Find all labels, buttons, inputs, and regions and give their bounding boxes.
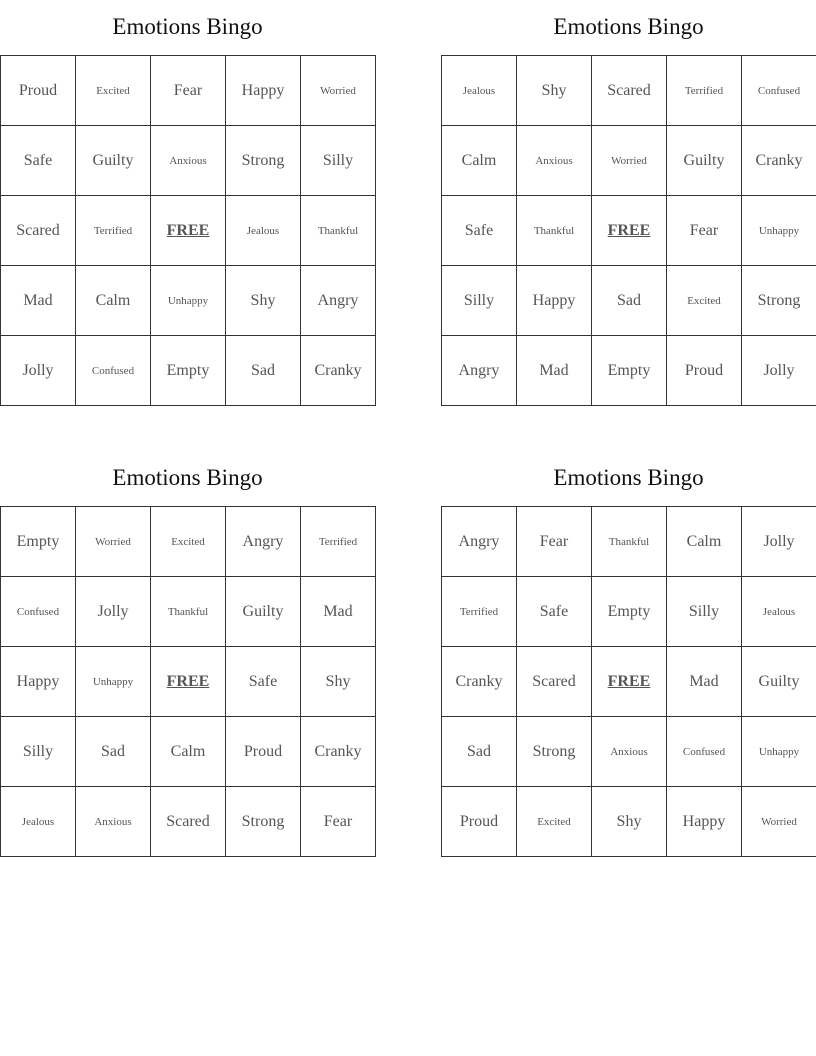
bingo-cell: Sad	[442, 717, 517, 787]
bingo-cell: Thankful	[301, 196, 376, 266]
bingo-cell: Fear	[667, 196, 742, 266]
bingo-row	[442, 787, 816, 857]
bingo-cell: Guilty	[226, 577, 301, 647]
card-title: Emotions Bingo	[553, 465, 704, 490]
bingo-cell: Empty	[1, 507, 76, 577]
free-space-cell: FREE	[592, 196, 667, 266]
bingo-cell: Happy	[226, 56, 301, 126]
free-space-cell: FREE	[592, 647, 667, 717]
bingo-cell: Proud	[667, 336, 742, 406]
bingo-row	[442, 126, 816, 196]
bingo-cell: Shy	[301, 647, 376, 717]
bingo-row	[1, 717, 376, 787]
bingo-cell: Shy	[517, 56, 592, 126]
bingo-cell: Confused	[76, 336, 151, 406]
bingo-cell: Cranky	[442, 647, 517, 717]
bingo-row	[442, 266, 816, 336]
bingo-card-3	[0, 451, 375, 857]
bingo-row	[442, 647, 816, 717]
bingo-cell: Thankful	[151, 577, 226, 647]
bingo-card-4	[441, 451, 816, 857]
bingo-cell: Excited	[667, 266, 742, 336]
bingo-cell: Unhappy	[742, 196, 816, 266]
bingo-cell: Safe	[442, 196, 517, 266]
bingo-cell: Jealous	[442, 56, 517, 126]
bingo-cell: Anxious	[76, 787, 151, 857]
bingo-cell: Unhappy	[151, 266, 226, 336]
bingo-cell: Empty	[151, 336, 226, 406]
bingo-cell: Cranky	[301, 336, 376, 406]
bingo-cell: Silly	[1, 717, 76, 787]
bingo-cell: Strong	[742, 266, 816, 336]
bingo-row	[1, 647, 376, 717]
bingo-cell: Guilty	[76, 126, 151, 196]
bingo-row	[1, 336, 376, 406]
bingo-cell: Safe	[226, 647, 301, 717]
bingo-cell: Cranky	[301, 717, 376, 787]
bingo-card-2	[441, 0, 816, 406]
card-title: Emotions Bingo	[553, 14, 704, 39]
bingo-row	[1, 196, 376, 266]
bingo-row	[442, 507, 816, 577]
bingo-row	[1, 126, 376, 196]
bingo-cell: Strong	[226, 787, 301, 857]
bingo-cell: Shy	[592, 787, 667, 857]
bingo-cell: Angry	[226, 507, 301, 577]
bingo-cell: Angry	[442, 336, 517, 406]
bingo-grid	[0, 55, 376, 406]
bingo-cell: Empty	[592, 577, 667, 647]
bingo-cell: Mad	[667, 647, 742, 717]
bingo-cell: Sad	[226, 336, 301, 406]
bingo-cell: Mad	[1, 266, 76, 336]
bingo-cell: Anxious	[592, 717, 667, 787]
bingo-cell: Fear	[301, 787, 376, 857]
bingo-cell: Happy	[667, 787, 742, 857]
bingo-cell: Fear	[151, 56, 226, 126]
bingo-row	[1, 56, 376, 126]
bingo-cell: Proud	[442, 787, 517, 857]
free-space-cell: FREE	[151, 647, 226, 717]
bingo-row	[442, 56, 816, 126]
free-space-cell: FREE	[151, 196, 226, 266]
bingo-cell: Calm	[151, 717, 226, 787]
bingo-cell: Terrified	[667, 56, 742, 126]
bingo-cell: Mad	[301, 577, 376, 647]
bingo-cell: Excited	[76, 56, 151, 126]
bingo-cell: Worried	[76, 507, 151, 577]
bingo-cell: Sad	[76, 717, 151, 787]
bingo-cell: Proud	[226, 717, 301, 787]
bingo-cell: Confused	[1, 577, 76, 647]
bingo-cell: Thankful	[592, 507, 667, 577]
bingo-grid	[441, 506, 816, 857]
bingo-cell: Calm	[667, 507, 742, 577]
bingo-cell: Guilty	[667, 126, 742, 196]
bingo-cell: Terrified	[76, 196, 151, 266]
bingo-grid	[0, 506, 376, 857]
card-title: Emotions Bingo	[112, 465, 263, 490]
bingo-cell: Safe	[517, 577, 592, 647]
bingo-cell: Jolly	[76, 577, 151, 647]
bingo-row	[1, 266, 376, 336]
bingo-cell: Scared	[517, 647, 592, 717]
bingo-cell: Terrified	[442, 577, 517, 647]
bingo-cell: Angry	[301, 266, 376, 336]
bingo-cell: Thankful	[517, 196, 592, 266]
bingo-cell: Excited	[151, 507, 226, 577]
bingo-row	[1, 507, 376, 577]
bingo-cell: Anxious	[517, 126, 592, 196]
bingo-cell: Worried	[742, 787, 816, 857]
bingo-cell: Anxious	[151, 126, 226, 196]
bingo-row	[442, 577, 816, 647]
bingo-cell: Worried	[592, 126, 667, 196]
bingo-cell: Scared	[151, 787, 226, 857]
bingo-cell: Scared	[592, 56, 667, 126]
bingo-cell: Proud	[1, 56, 76, 126]
bingo-cell: Excited	[517, 787, 592, 857]
bingo-cell: Jealous	[226, 196, 301, 266]
bingo-cell: Sad	[592, 266, 667, 336]
bingo-cell: Jolly	[742, 507, 816, 577]
card-title: Emotions Bingo	[112, 14, 263, 39]
bingo-cell: Unhappy	[76, 647, 151, 717]
bingo-cell: Jealous	[1, 787, 76, 857]
bingo-row	[1, 787, 376, 857]
bingo-cell: Safe	[1, 126, 76, 196]
bingo-cell: Scared	[1, 196, 76, 266]
bingo-cell: Silly	[301, 126, 376, 196]
bingo-cell: Calm	[76, 266, 151, 336]
bingo-cell: Strong	[226, 126, 301, 196]
bingo-cell: Fear	[517, 507, 592, 577]
bingo-cell: Worried	[301, 56, 376, 126]
bingo-cell: Silly	[667, 577, 742, 647]
bingo-cell: Mad	[517, 336, 592, 406]
bingo-row	[1, 577, 376, 647]
bingo-cell: Angry	[442, 507, 517, 577]
bingo-cell: Terrified	[301, 507, 376, 577]
bingo-cell: Unhappy	[742, 717, 816, 787]
bingo-cell: Happy	[1, 647, 76, 717]
bingo-cell: Strong	[517, 717, 592, 787]
bingo-row	[442, 717, 816, 787]
bingo-cell: Guilty	[742, 647, 816, 717]
bingo-grid	[441, 55, 816, 406]
bingo-cell: Confused	[667, 717, 742, 787]
bingo-row	[442, 336, 816, 406]
bingo-cell: Happy	[517, 266, 592, 336]
bingo-cell: Calm	[442, 126, 517, 196]
bingo-cell: Jolly	[742, 336, 816, 406]
bingo-cell: Cranky	[742, 126, 816, 196]
bingo-cell: Confused	[742, 56, 816, 126]
bingo-cell: Jolly	[1, 336, 76, 406]
bingo-cell: Shy	[226, 266, 301, 336]
bingo-cell: Silly	[442, 266, 517, 336]
bingo-row	[442, 196, 816, 266]
bingo-cell: Jealous	[742, 577, 816, 647]
bingo-card-1	[0, 0, 375, 406]
bingo-cell: Empty	[592, 336, 667, 406]
